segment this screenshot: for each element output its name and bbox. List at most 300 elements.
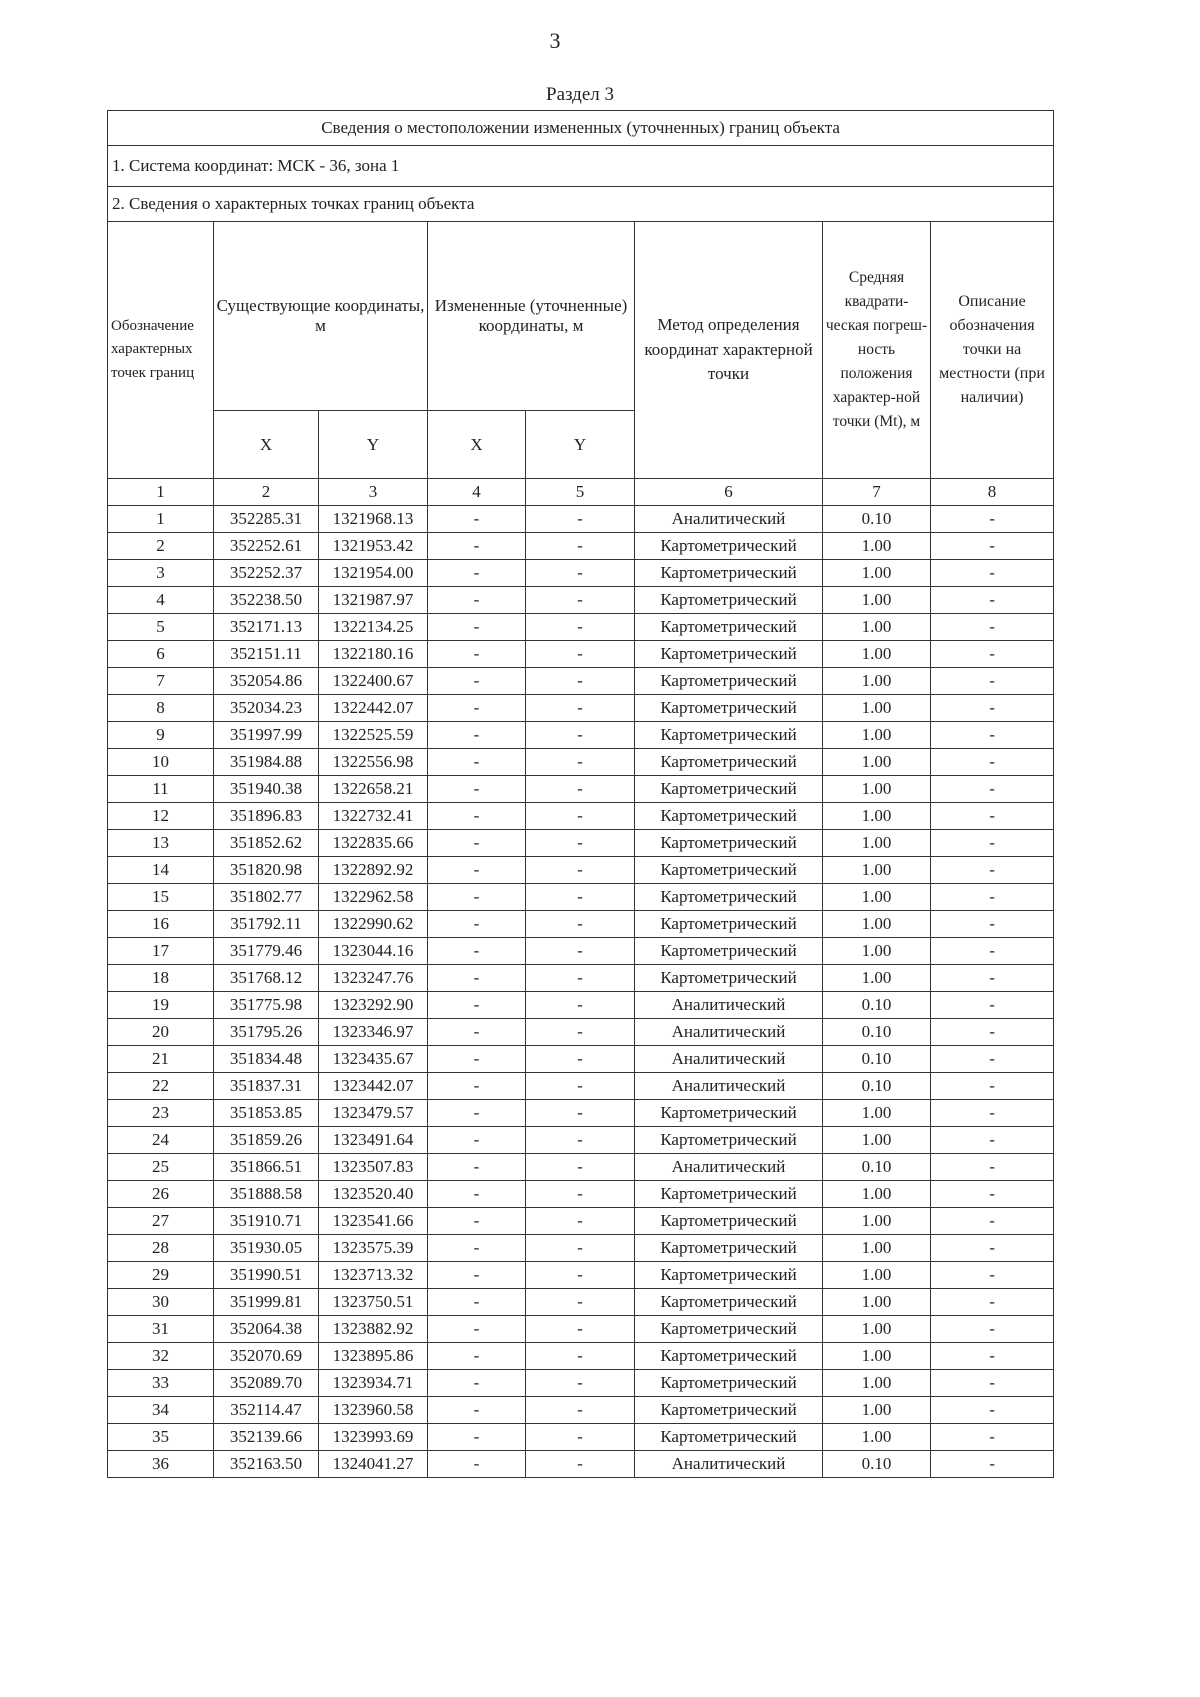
table-row — [108, 830, 1054, 857]
existing-y: 1323750.51 — [319, 1289, 428, 1316]
point-number: 34 — [108, 1397, 214, 1424]
point-number: 26 — [108, 1181, 214, 1208]
existing-y: 1323541.66 — [319, 1208, 428, 1235]
method: Картометрический — [635, 1100, 823, 1127]
changed-y: - — [526, 722, 635, 749]
existing-x: 351837.31 — [214, 1073, 319, 1100]
mse-value: 1.00 — [823, 938, 931, 965]
point-description: - — [931, 533, 1054, 560]
point-description: - — [931, 803, 1054, 830]
table-row — [108, 911, 1054, 938]
changed-x: - — [428, 776, 526, 803]
existing-x: 351775.98 — [214, 992, 319, 1019]
coordinate-system: 1. Система координат: МСК - 36, зона 1 — [108, 146, 1054, 187]
table-row — [108, 749, 1054, 776]
existing-y: 1323713.32 — [319, 1262, 428, 1289]
existing-x: 352054.86 — [214, 668, 319, 695]
changed-x: - — [428, 641, 526, 668]
method: Картометрический — [635, 1343, 823, 1370]
table-row — [108, 641, 1054, 668]
point-description: - — [931, 992, 1054, 1019]
point-number: 36 — [108, 1451, 214, 1478]
existing-x: 352151.11 — [214, 641, 319, 668]
existing-y: 1323934.71 — [319, 1370, 428, 1397]
mse-value: 1.00 — [823, 722, 931, 749]
point-description: - — [931, 1127, 1054, 1154]
header-changed-x: X — [428, 411, 526, 479]
table-row — [108, 776, 1054, 803]
point-number: 15 — [108, 884, 214, 911]
existing-x: 351792.11 — [214, 911, 319, 938]
point-description: - — [931, 641, 1054, 668]
existing-y: 1323247.76 — [319, 965, 428, 992]
method: Картометрический — [635, 1316, 823, 1343]
column-number: 2 — [214, 479, 319, 506]
changed-x: - — [428, 1370, 526, 1397]
existing-y: 1322990.62 — [319, 911, 428, 938]
point-description: - — [931, 1019, 1054, 1046]
existing-y: 1321968.13 — [319, 506, 428, 533]
mse-value: 1.00 — [823, 911, 931, 938]
table-row — [108, 938, 1054, 965]
point-description: - — [931, 938, 1054, 965]
table-row — [108, 1289, 1054, 1316]
point-description: - — [931, 614, 1054, 641]
point-description: - — [931, 722, 1054, 749]
changed-x: - — [428, 506, 526, 533]
table-row — [108, 1235, 1054, 1262]
method: Картометрический — [635, 587, 823, 614]
method: Аналитический — [635, 506, 823, 533]
page-number: 3 — [549, 28, 561, 53]
mse-value: 1.00 — [823, 1343, 931, 1370]
method: Картометрический — [635, 1289, 823, 1316]
changed-y: - — [526, 695, 635, 722]
point-description: - — [931, 884, 1054, 911]
existing-x: 351997.99 — [214, 722, 319, 749]
column-number: 1 — [108, 479, 214, 506]
mse-value: 0.10 — [823, 1046, 931, 1073]
changed-x: - — [428, 668, 526, 695]
mse-value: 1.00 — [823, 1397, 931, 1424]
existing-x: 351779.46 — [214, 938, 319, 965]
changed-y: - — [526, 560, 635, 587]
point-description: - — [931, 1397, 1054, 1424]
point-number: 33 — [108, 1370, 214, 1397]
point-description: - — [931, 1262, 1054, 1289]
changed-y: - — [526, 1262, 635, 1289]
header-existing-y: Y — [319, 411, 428, 479]
table-row — [108, 1181, 1054, 1208]
point-number: 8 — [108, 695, 214, 722]
changed-y: - — [526, 587, 635, 614]
existing-y: 1323346.97 — [319, 1019, 428, 1046]
existing-x: 351768.12 — [214, 965, 319, 992]
point-description: - — [931, 857, 1054, 884]
method: Картометрический — [635, 1262, 823, 1289]
existing-x: 351852.62 — [214, 830, 319, 857]
point-number: 29 — [108, 1262, 214, 1289]
changed-y: - — [526, 1046, 635, 1073]
existing-y: 1321987.97 — [319, 587, 428, 614]
method: Аналитический — [635, 1451, 823, 1478]
changed-x: - — [428, 1019, 526, 1046]
changed-y: - — [526, 938, 635, 965]
table-row — [108, 560, 1054, 587]
changed-y: - — [526, 1154, 635, 1181]
changed-x: - — [428, 830, 526, 857]
changed-x: - — [428, 1073, 526, 1100]
changed-x: - — [428, 857, 526, 884]
changed-x: - — [428, 911, 526, 938]
point-description: - — [931, 668, 1054, 695]
point-number: 17 — [108, 938, 214, 965]
existing-x: 352114.47 — [214, 1397, 319, 1424]
mse-value: 1.00 — [823, 587, 931, 614]
mse-value: 1.00 — [823, 668, 931, 695]
method: Картометрический — [635, 911, 823, 938]
existing-y: 1323292.90 — [319, 992, 428, 1019]
changed-y: - — [526, 1208, 635, 1235]
method: Картометрический — [635, 1235, 823, 1262]
mse-value: 0.10 — [823, 1073, 931, 1100]
point-number: 18 — [108, 965, 214, 992]
table-row — [108, 857, 1054, 884]
changed-y: - — [526, 1451, 635, 1478]
existing-x: 352070.69 — [214, 1343, 319, 1370]
mse-value: 1.00 — [823, 803, 931, 830]
point-number: 10 — [108, 749, 214, 776]
method: Картометрический — [635, 1370, 823, 1397]
header-existing-x: X — [214, 411, 319, 479]
table-row — [108, 1424, 1054, 1451]
point-number: 32 — [108, 1343, 214, 1370]
point-number: 13 — [108, 830, 214, 857]
existing-x: 351834.48 — [214, 1046, 319, 1073]
column-number: 6 — [635, 479, 823, 506]
mse-value: 1.00 — [823, 776, 931, 803]
point-number: 5 — [108, 614, 214, 641]
existing-x: 352285.31 — [214, 506, 319, 533]
changed-x: - — [428, 560, 526, 587]
existing-y: 1322892.92 — [319, 857, 428, 884]
existing-y: 1321954.00 — [319, 560, 428, 587]
changed-y: - — [526, 1181, 635, 1208]
point-number: 21 — [108, 1046, 214, 1073]
changed-y: - — [526, 1235, 635, 1262]
existing-x: 352034.23 — [214, 695, 319, 722]
method: Картометрический — [635, 641, 823, 668]
changed-y: - — [526, 641, 635, 668]
existing-y: 1323882.92 — [319, 1316, 428, 1343]
point-description: - — [931, 587, 1054, 614]
point-description: - — [931, 965, 1054, 992]
changed-x: - — [428, 1208, 526, 1235]
existing-y: 1323520.40 — [319, 1181, 428, 1208]
existing-y: 1323575.39 — [319, 1235, 428, 1262]
point-description: - — [931, 1235, 1054, 1262]
table-row — [108, 992, 1054, 1019]
method: Картометрический — [635, 722, 823, 749]
column-numbers-row — [108, 479, 1054, 506]
existing-x: 351984.88 — [214, 749, 319, 776]
changed-x: - — [428, 1127, 526, 1154]
point-number: 9 — [108, 722, 214, 749]
existing-y: 1323435.67 — [319, 1046, 428, 1073]
changed-x: - — [428, 1424, 526, 1451]
changed-x: - — [428, 1154, 526, 1181]
changed-y: - — [526, 1316, 635, 1343]
boundary-points-table — [107, 110, 1054, 1478]
table-row — [108, 884, 1054, 911]
mse-value: 1.00 — [823, 560, 931, 587]
mse-value: 1.00 — [823, 830, 931, 857]
changed-x: - — [428, 1397, 526, 1424]
existing-x: 351999.81 — [214, 1289, 319, 1316]
table-row — [108, 533, 1054, 560]
existing-x: 351896.83 — [214, 803, 319, 830]
mse-value: 1.00 — [823, 641, 931, 668]
changed-x: - — [428, 587, 526, 614]
existing-x: 351853.85 — [214, 1100, 319, 1127]
column-number: 3 — [319, 479, 428, 506]
point-number: 25 — [108, 1154, 214, 1181]
changed-y: - — [526, 668, 635, 695]
table-row — [108, 1073, 1054, 1100]
mse-value: 1.00 — [823, 965, 931, 992]
method: Картометрический — [635, 614, 823, 641]
changed-y: - — [526, 1100, 635, 1127]
point-number: 11 — [108, 776, 214, 803]
existing-y: 1322962.58 — [319, 884, 428, 911]
method: Картометрический — [635, 857, 823, 884]
existing-x: 351866.51 — [214, 1154, 319, 1181]
mse-value: 1.00 — [823, 749, 931, 776]
changed-x: - — [428, 803, 526, 830]
mse-value: 1.00 — [823, 857, 931, 884]
changed-y: - — [526, 1343, 635, 1370]
point-number: 1 — [108, 506, 214, 533]
point-number: 16 — [108, 911, 214, 938]
mse-value: 1.00 — [823, 1370, 931, 1397]
changed-x: - — [428, 1343, 526, 1370]
existing-y: 1323442.07 — [319, 1073, 428, 1100]
changed-y: - — [526, 506, 635, 533]
mse-value: 0.10 — [823, 1019, 931, 1046]
table-row — [108, 1100, 1054, 1127]
header-description: Описание обозначения точки на местности (при наличии) — [931, 222, 1054, 479]
point-description: - — [931, 1343, 1054, 1370]
method: Аналитический — [635, 1073, 823, 1100]
existing-y: 1322400.67 — [319, 668, 428, 695]
mse-value: 1.00 — [823, 1100, 931, 1127]
changed-x: - — [428, 992, 526, 1019]
mse-value: 1.00 — [823, 1181, 931, 1208]
method: Картометрический — [635, 1397, 823, 1424]
mse-value: 1.00 — [823, 1235, 931, 1262]
mse-value: 1.00 — [823, 695, 931, 722]
changed-y: - — [526, 803, 635, 830]
table-row — [108, 1208, 1054, 1235]
method: Картометрический — [635, 560, 823, 587]
changed-y: - — [526, 911, 635, 938]
changed-y: - — [526, 1127, 635, 1154]
method: Аналитический — [635, 1046, 823, 1073]
table-row — [108, 722, 1054, 749]
changed-y: - — [526, 1424, 635, 1451]
changed-x: - — [428, 1046, 526, 1073]
table-row — [108, 965, 1054, 992]
point-number: 35 — [108, 1424, 214, 1451]
method: Картометрический — [635, 1181, 823, 1208]
mse-value: 0.10 — [823, 992, 931, 1019]
header-existing-coords: Существующие координаты, м — [214, 222, 428, 411]
changed-y: - — [526, 857, 635, 884]
table-row — [108, 1127, 1054, 1154]
point-description: - — [931, 1181, 1054, 1208]
existing-x: 351820.98 — [214, 857, 319, 884]
existing-y: 1322658.21 — [319, 776, 428, 803]
changed-y: - — [526, 749, 635, 776]
point-number: 19 — [108, 992, 214, 1019]
header-method: Метод определения координат характерной точки — [635, 222, 823, 479]
column-number: 8 — [931, 479, 1054, 506]
table-row — [108, 1397, 1054, 1424]
changed-y: - — [526, 776, 635, 803]
point-number: 27 — [108, 1208, 214, 1235]
point-description: - — [931, 1154, 1054, 1181]
mse-value: 1.00 — [823, 533, 931, 560]
point-description: - — [931, 695, 1054, 722]
method: Аналитический — [635, 1154, 823, 1181]
table-row — [108, 668, 1054, 695]
table-row — [108, 587, 1054, 614]
changed-x: - — [428, 749, 526, 776]
point-number: 4 — [108, 587, 214, 614]
existing-x: 352089.70 — [214, 1370, 319, 1397]
point-number: 30 — [108, 1289, 214, 1316]
point-number: 7 — [108, 668, 214, 695]
header-changed-coords: Измененные (уточненные) координаты, м — [428, 222, 635, 411]
table-row — [108, 1019, 1054, 1046]
point-number: 28 — [108, 1235, 214, 1262]
point-number: 12 — [108, 803, 214, 830]
mse-value: 1.00 — [823, 1316, 931, 1343]
point-description: - — [931, 749, 1054, 776]
table-title: Сведения о местоположении измененных (уточненных) границ объекта — [108, 111, 1054, 146]
changed-y: - — [526, 1370, 635, 1397]
point-number: 31 — [108, 1316, 214, 1343]
point-description: - — [931, 1073, 1054, 1100]
point-description: - — [931, 1046, 1054, 1073]
point-description: - — [931, 560, 1054, 587]
existing-x: 351859.26 — [214, 1127, 319, 1154]
existing-y: 1322134.25 — [319, 614, 428, 641]
method: Картометрический — [635, 749, 823, 776]
method: Картометрический — [635, 803, 823, 830]
existing-x: 352252.61 — [214, 533, 319, 560]
existing-y: 1322835.66 — [319, 830, 428, 857]
existing-y: 1322442.07 — [319, 695, 428, 722]
existing-y: 1323960.58 — [319, 1397, 428, 1424]
header-mse: Средняя квадрати-ческая погреш-ность положения характер-ной точки (Mt), м — [823, 222, 931, 479]
existing-y: 1324041.27 — [319, 1451, 428, 1478]
existing-y: 1323491.64 — [319, 1127, 428, 1154]
changed-x: - — [428, 614, 526, 641]
changed-x: - — [428, 695, 526, 722]
method: Картометрический — [635, 533, 823, 560]
column-number: 7 — [823, 479, 931, 506]
existing-x: 351990.51 — [214, 1262, 319, 1289]
changed-y: - — [526, 884, 635, 911]
method: Картометрический — [635, 830, 823, 857]
point-description: - — [931, 1100, 1054, 1127]
points-heading: 2. Сведения о характерных точках границ объекта — [108, 187, 1054, 222]
section-title: Раздел 3 — [546, 84, 614, 105]
changed-x: - — [428, 965, 526, 992]
header-designation: Обозначение характерных точек границ — [108, 222, 214, 479]
changed-y: - — [526, 533, 635, 560]
point-number: 23 — [108, 1100, 214, 1127]
mse-value: 1.00 — [823, 884, 931, 911]
point-number: 24 — [108, 1127, 214, 1154]
method: Аналитический — [635, 992, 823, 1019]
point-description: - — [931, 1451, 1054, 1478]
existing-y: 1322556.98 — [319, 749, 428, 776]
point-number: 20 — [108, 1019, 214, 1046]
mse-value: 0.10 — [823, 1154, 931, 1181]
method: Картометрический — [635, 1127, 823, 1154]
changed-y: - — [526, 965, 635, 992]
method: Картометрический — [635, 1208, 823, 1235]
existing-y: 1322732.41 — [319, 803, 428, 830]
changed-x: - — [428, 1181, 526, 1208]
existing-y: 1323507.83 — [319, 1154, 428, 1181]
method: Картометрический — [635, 884, 823, 911]
column-number: 4 — [428, 479, 526, 506]
existing-y: 1323993.69 — [319, 1424, 428, 1451]
changed-y: - — [526, 992, 635, 1019]
table-row — [108, 1046, 1054, 1073]
changed-y: - — [526, 1397, 635, 1424]
table-row — [108, 506, 1054, 533]
existing-x: 352064.38 — [214, 1316, 319, 1343]
changed-x: - — [428, 1235, 526, 1262]
table-row — [108, 1316, 1054, 1343]
method: Картометрический — [635, 938, 823, 965]
point-number: 2 — [108, 533, 214, 560]
existing-x: 351795.26 — [214, 1019, 319, 1046]
existing-x: 351910.71 — [214, 1208, 319, 1235]
changed-y: - — [526, 614, 635, 641]
existing-x: 352238.50 — [214, 587, 319, 614]
point-description: - — [931, 1289, 1054, 1316]
existing-y: 1322180.16 — [319, 641, 428, 668]
existing-x: 351802.77 — [214, 884, 319, 911]
existing-x: 352171.13 — [214, 614, 319, 641]
point-number: 14 — [108, 857, 214, 884]
point-description: - — [931, 1208, 1054, 1235]
column-number: 5 — [526, 479, 635, 506]
existing-x: 351940.38 — [214, 776, 319, 803]
point-description: - — [931, 830, 1054, 857]
changed-x: - — [428, 1451, 526, 1478]
existing-x: 352252.37 — [214, 560, 319, 587]
existing-y: 1323895.86 — [319, 1343, 428, 1370]
table-row — [108, 695, 1054, 722]
method: Картометрический — [635, 668, 823, 695]
mse-value: 0.10 — [823, 1451, 931, 1478]
